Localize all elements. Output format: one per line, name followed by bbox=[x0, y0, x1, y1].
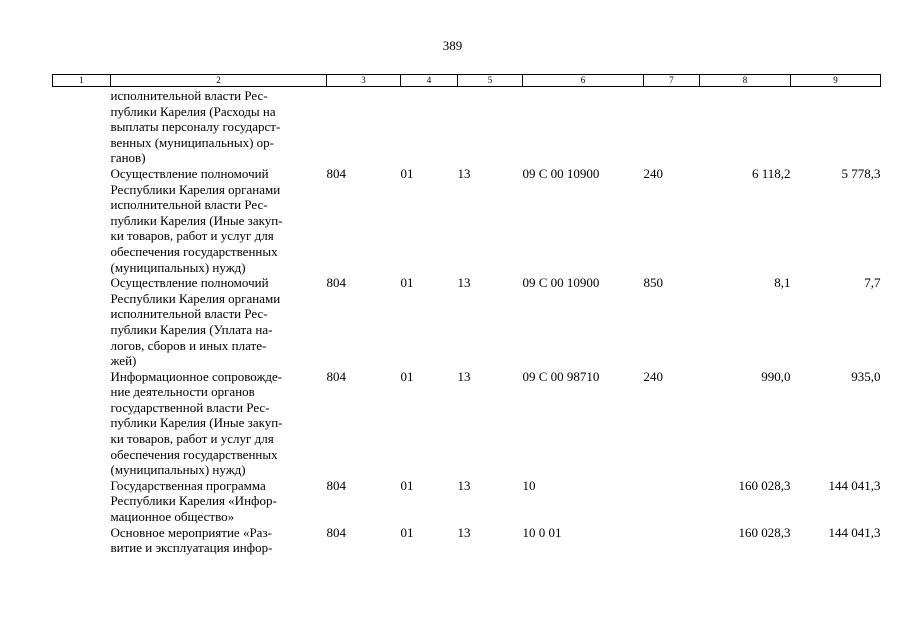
column-header-6: 6 bbox=[523, 75, 644, 87]
amount-year-2-cell bbox=[791, 87, 881, 166]
section-code-cell: 01 bbox=[400, 477, 414, 493]
column-header-3: 3 bbox=[327, 75, 401, 87]
table-row bbox=[53, 87, 881, 166]
column-header-9: 9 bbox=[791, 75, 881, 87]
item-name-cell bbox=[111, 478, 327, 525]
ministry-code-cell: 804 bbox=[326, 275, 346, 291]
column-number-header bbox=[53, 75, 881, 87]
column-header-8: 8 bbox=[700, 75, 791, 87]
item-name-cell bbox=[111, 369, 327, 478]
row-number-cell bbox=[53, 369, 111, 478]
column-header-1: 1 bbox=[53, 75, 111, 87]
amount-year-2-cell: 5 778,3 bbox=[841, 165, 881, 181]
item-name-cell bbox=[111, 87, 327, 166]
budget-table bbox=[52, 74, 881, 556]
item-name-line: обеспечения государственных bbox=[110, 243, 278, 259]
section-code-cell: 01 bbox=[400, 524, 414, 540]
subsection-code-cell bbox=[458, 87, 523, 166]
item-name-line: исполнительной власти Рес- bbox=[110, 88, 268, 103]
subsection-code-cell: 13 bbox=[457, 165, 471, 181]
subsection-code-cell: 13 bbox=[457, 477, 471, 493]
subsection-code-cell: 13 bbox=[457, 275, 471, 291]
item-name-line: Основное мероприятие «Раз- bbox=[110, 524, 272, 540]
section-code-cell: 01 bbox=[400, 165, 414, 181]
table-row bbox=[53, 166, 881, 275]
ministry-code-cell: 804 bbox=[326, 165, 346, 181]
expense-type-code-cell bbox=[644, 478, 700, 525]
item-name-line: (муниципальных) нужд) bbox=[110, 462, 246, 478]
page-number: 389 bbox=[442, 38, 463, 53]
expense-type-code-cell bbox=[644, 87, 700, 166]
row-number-cell bbox=[53, 166, 111, 275]
target-item-code-cell: 10 0 01 bbox=[522, 524, 562, 540]
amount-year-2-cell: 144 041,3 bbox=[828, 524, 881, 540]
amount-year-2-cell: 144 041,3 bbox=[828, 477, 881, 493]
item-name-line: публики Карелия (Уплата на- bbox=[110, 321, 273, 337]
section-code-cell bbox=[401, 87, 458, 166]
row-number-cell bbox=[53, 525, 111, 556]
item-name-line: ки товаров, работ и услуг для bbox=[110, 431, 274, 447]
item-name-line: логов, сборов и иных плате- bbox=[110, 337, 267, 353]
column-header-4: 4 bbox=[401, 75, 458, 87]
target-item-code-cell: 10 bbox=[522, 477, 536, 493]
table-row bbox=[53, 525, 881, 556]
ministry-code-cell: 804 bbox=[326, 477, 346, 493]
item-name-line: публики Карелия (Иные закуп- bbox=[110, 415, 283, 431]
target-item-code-cell: 09 С 00 98710 bbox=[522, 368, 600, 384]
row-number-cell bbox=[53, 87, 111, 166]
item-name-line: обеспечения государственных bbox=[110, 446, 278, 462]
amount-year-2-cell: 935,0 bbox=[851, 368, 881, 384]
item-name-line: исполнительной власти Рес- bbox=[110, 306, 268, 322]
target-item-code-cell: 09 С 00 10900 bbox=[522, 165, 600, 181]
section-code-cell: 01 bbox=[400, 368, 414, 384]
item-name-line: ние деятельности органов bbox=[110, 384, 255, 400]
amount-year-1-cell: 8,1 bbox=[774, 275, 791, 291]
item-name-line: исполнительной власти Рес- bbox=[110, 197, 268, 213]
item-name-line: ки товаров, работ и услуг для bbox=[110, 228, 274, 244]
item-name-line: Осуществление полномочий bbox=[110, 275, 269, 291]
amount-year-1-cell: 6 118,2 bbox=[751, 165, 791, 181]
item-name-line: Информационное сопровожде- bbox=[110, 368, 283, 384]
item-name-line: мационное общество» bbox=[110, 509, 235, 525]
item-name-line: Республики Карелия органами bbox=[110, 290, 281, 306]
ministry-code-cell bbox=[327, 87, 401, 166]
item-name-line: витие и эксплуатация инфор- bbox=[110, 540, 273, 556]
section-code-cell: 01 bbox=[400, 275, 414, 291]
item-name-line: публики Карелия (Иные закуп- bbox=[110, 212, 283, 228]
item-name-line: (муниципальных) нужд) bbox=[110, 259, 246, 275]
amount-year-1-cell: 160 028,3 bbox=[738, 524, 791, 540]
item-name-line: государственной власти Рес- bbox=[110, 399, 270, 415]
item-name-line: Республики Карелия «Инфор- bbox=[110, 493, 277, 509]
item-name-line: выплаты персоналу государст- bbox=[110, 119, 281, 135]
item-name-line: венных (муниципальных) ор- bbox=[110, 134, 274, 150]
table-body bbox=[53, 87, 881, 556]
ministry-code-cell: 804 bbox=[326, 368, 346, 384]
item-name-cell bbox=[111, 525, 327, 556]
expense-type-code-cell bbox=[644, 525, 700, 556]
amount-year-1-cell: 990,0 bbox=[761, 368, 791, 384]
column-header-5: 5 bbox=[458, 75, 523, 87]
expense-type-code-cell: 850 bbox=[643, 275, 663, 291]
item-name-line: ганов) bbox=[110, 150, 146, 166]
table-row bbox=[53, 478, 881, 525]
table-row bbox=[53, 275, 881, 369]
item-name-line: Республики Карелия органами bbox=[110, 181, 281, 197]
row-number-cell bbox=[53, 478, 111, 525]
column-header-2: 2 bbox=[111, 75, 327, 87]
ministry-code-cell: 804 bbox=[326, 524, 346, 540]
expense-type-code-cell: 240 bbox=[643, 165, 663, 181]
item-name-line: публики Карелия (Расходы на bbox=[110, 103, 276, 119]
item-name-cell bbox=[111, 275, 327, 369]
item-name-line: Государственная программа bbox=[110, 477, 266, 493]
amount-year-2-cell: 7,7 bbox=[864, 275, 881, 291]
amount-year-1-cell: 160 028,3 bbox=[738, 477, 791, 493]
column-header-7: 7 bbox=[644, 75, 700, 87]
expense-type-code-cell: 240 bbox=[643, 368, 663, 384]
amount-year-1-cell bbox=[700, 87, 791, 166]
item-name-line: Осуществление полномочий bbox=[110, 165, 269, 181]
subsection-code-cell: 13 bbox=[457, 524, 471, 540]
table-row bbox=[53, 369, 881, 478]
item-name-line: жей) bbox=[110, 353, 137, 369]
target-item-code-cell: 09 С 00 10900 bbox=[522, 275, 600, 291]
row-number-cell bbox=[53, 275, 111, 369]
subsection-code-cell: 13 bbox=[457, 368, 471, 384]
target-item-code-cell bbox=[523, 87, 644, 166]
item-name-cell bbox=[111, 166, 327, 275]
